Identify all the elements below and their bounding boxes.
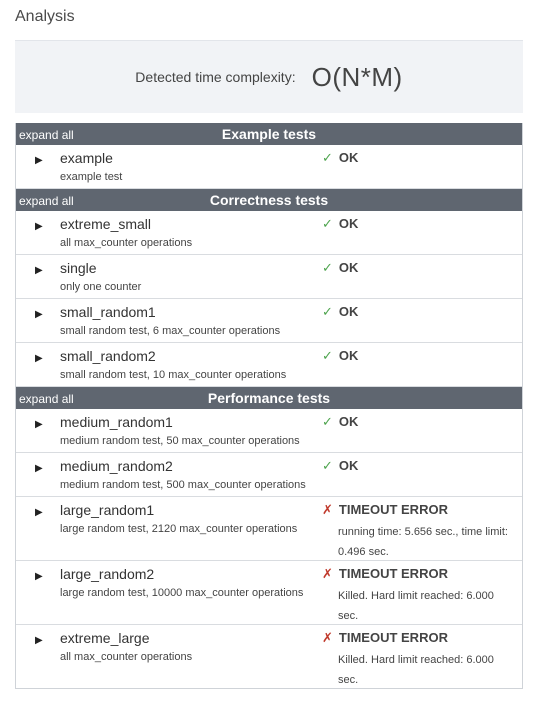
status-text: TIMEOUT ERROR (338, 630, 448, 645)
test-row[interactable] (16, 343, 522, 387)
expand-arrow-icon[interactable]: ▶ (35, 265, 43, 276)
status-detail: Killed. Hard limit reached: 6.000 sec. (338, 654, 494, 686)
test-name: small_random1 (60, 304, 156, 320)
status-text: OK (338, 150, 359, 165)
test-status (322, 566, 448, 582)
test-row[interactable] (16, 145, 522, 189)
cross-icon: ✗ (322, 566, 333, 581)
status-text: TIMEOUT ERROR (338, 566, 448, 581)
test-status (322, 304, 358, 320)
check-icon: ✓ (322, 304, 333, 319)
test-name: small_random2 (60, 348, 156, 364)
test-row[interactable] (16, 255, 522, 299)
test-name: medium_random1 (60, 414, 173, 430)
complexity-value: O(N*M) (311, 61, 403, 92)
expand-all-button[interactable]: expand all (19, 392, 74, 406)
expand-arrow-icon[interactable]: ▶ (35, 353, 43, 364)
expand-arrow-icon[interactable]: ▶ (35, 419, 43, 430)
test-row[interactable] (16, 409, 522, 453)
complexity-label: Detected time complexity: (135, 69, 296, 85)
test-description: medium random test, 50 max_counter operations (60, 435, 300, 447)
test-status (322, 502, 448, 518)
test-description: all max_counter operations (60, 237, 193, 249)
page-title: Analysis (15, 8, 75, 25)
test-name: large_random1 (60, 502, 155, 518)
expand-arrow-icon[interactable]: ▶ (35, 571, 43, 582)
group-title: Correctness tests (209, 192, 329, 208)
group-header-performance-tests (16, 387, 522, 409)
status-detail: running time: 5.656 sec., time limit: 0.496 sec. (338, 526, 508, 558)
check-icon: ✓ (322, 414, 333, 429)
test-row[interactable] (16, 453, 522, 497)
expand-arrow-icon[interactable]: ▶ (35, 635, 43, 646)
test-name: extreme_large (60, 630, 150, 646)
group-title: Example tests (221, 126, 317, 142)
expand-arrow-icon[interactable]: ▶ (35, 155, 43, 166)
status-text: OK (338, 458, 359, 473)
test-row[interactable] (16, 497, 522, 561)
test-description: large random test, 2120 max_counter operations (60, 523, 298, 535)
status-detail: Killed. Hard limit reached: 6.000 sec. (338, 590, 494, 622)
test-status (322, 458, 358, 474)
test-name: medium_random2 (60, 458, 173, 474)
test-name: single (60, 260, 97, 276)
test-description: only one counter (60, 281, 142, 293)
expand-arrow-icon[interactable]: ▶ (35, 463, 43, 474)
cross-icon: ✗ (322, 502, 333, 517)
test-description: all max_counter operations (60, 651, 193, 663)
status-text: TIMEOUT ERROR (338, 502, 448, 517)
group-title: Performance tests (207, 390, 331, 406)
expand-all-button[interactable]: expand all (19, 128, 74, 142)
test-row[interactable] (16, 299, 522, 343)
test-row[interactable] (16, 625, 522, 688)
status-text: OK (338, 216, 359, 231)
test-results-table (15, 123, 523, 689)
test-status (322, 630, 448, 646)
test-status (322, 414, 358, 430)
test-description: medium random test, 500 max_counter operations (60, 479, 306, 491)
test-row[interactable] (16, 561, 522, 625)
check-icon: ✓ (322, 260, 333, 275)
test-description: example test (60, 171, 123, 183)
check-icon: ✓ (322, 150, 333, 165)
test-name: example (60, 150, 113, 166)
test-status (322, 260, 358, 276)
complexity-panel (15, 40, 523, 113)
group-header-correctness-tests (16, 189, 522, 211)
test-row[interactable] (16, 211, 522, 255)
test-description: small random test, 10 max_counter operations (60, 369, 287, 381)
test-status (322, 348, 358, 364)
check-icon: ✓ (322, 216, 333, 231)
group-header-example-tests (16, 123, 522, 145)
status-text: OK (338, 414, 359, 429)
test-status (322, 216, 358, 232)
test-name: large_random2 (60, 566, 155, 582)
test-status (322, 150, 358, 166)
expand-arrow-icon[interactable]: ▶ (35, 221, 43, 232)
check-icon: ✓ (322, 458, 333, 473)
status-text: OK (338, 260, 359, 275)
status-text: OK (338, 304, 359, 319)
test-description: large random test, 10000 max_counter operations (60, 587, 304, 599)
test-name: extreme_small (60, 216, 152, 232)
test-description: small random test, 6 max_counter operations (60, 325, 281, 337)
check-icon: ✓ (322, 348, 333, 363)
expand-arrow-icon[interactable]: ▶ (35, 309, 43, 320)
cross-icon: ✗ (322, 630, 333, 645)
expand-all-button[interactable]: expand all (19, 194, 74, 208)
expand-arrow-icon[interactable]: ▶ (35, 507, 43, 518)
status-text: OK (338, 348, 359, 363)
